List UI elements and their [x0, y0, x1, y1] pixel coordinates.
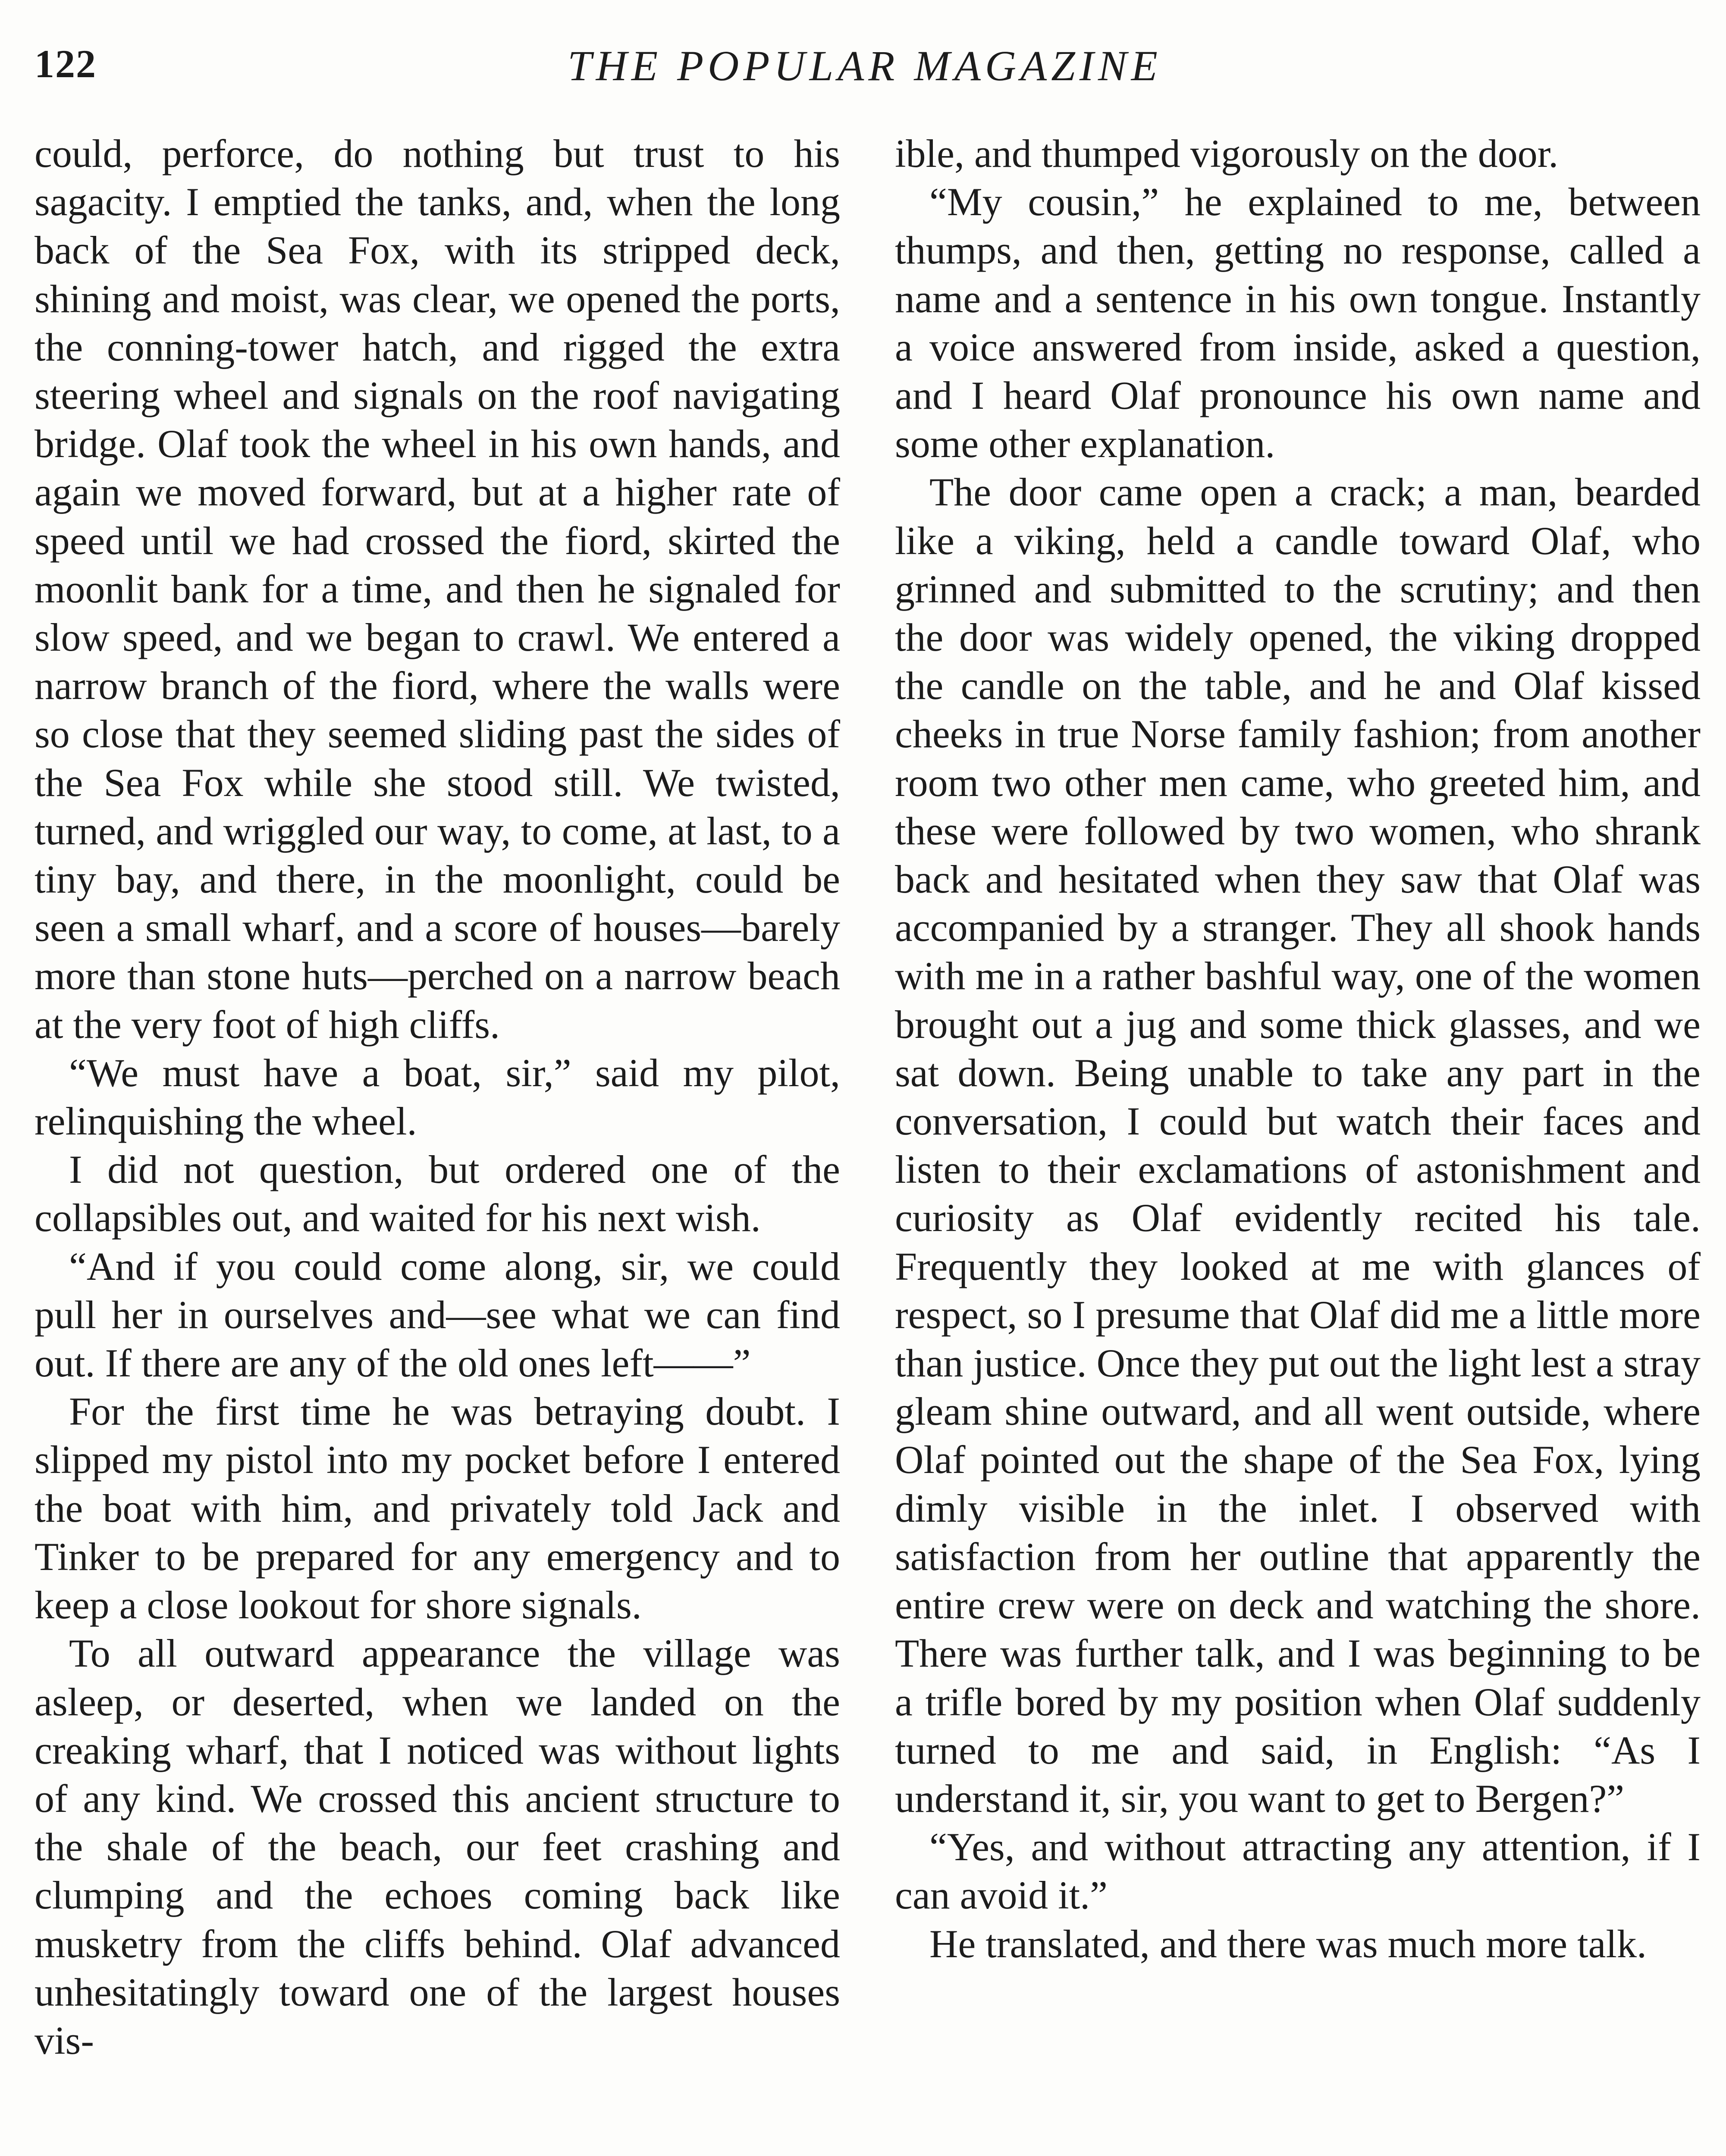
- paragraph: I did not question, but ordered one of the collapsibles out, and waited for his next wish.: [35, 1147, 840, 1240]
- paragraph: “Yes, and without attracting any attention, if I can avoid it.”: [895, 1825, 1701, 1918]
- paragraph: “My cousin,” he explained to me, between thumps, and then, getting no response, called a name and a sentence in his own tongue. Instantly a voice answered from inside, asked a question, and I heard Olaf pronounce his own name and some other explanation.: [895, 180, 1701, 466]
- right-text-column: [895, 129, 1701, 1968]
- paragraph: For the first time he was betraying doubt. I slipped my pistol into my pocket before I entered the boat with him, and privately told Jack and Tinker to be prepared for any emergency and to keep a close lookout for shore signals.: [35, 1389, 840, 1627]
- paragraph: “We must have a boat, sir,” said my pilot, relinquishing the wheel.: [35, 1050, 840, 1144]
- page-number: 122: [35, 42, 97, 86]
- running-head-title: THE POPULAR MAGAZINE: [568, 42, 1162, 90]
- paragraph: To all outward appearance the village was asleep, or deserted, when we landed on the creaking wharf, that I noticed was without lights of any kind. We crossed this ancient structure to the shale of the beach, our feet crashing and clumping and the echoes coming back like musketry from the cliffs behind. Olaf advanced unhesitatingly toward one of the largest houses vis-: [35, 1631, 840, 2062]
- paragraph: The door came open a crack; a man, bearded like a viking, held a candle toward Olaf, who grinned and submitted to the scrutiny; and then the door was widely opened, the viking dropped the candle on the table, and he and Olaf kissed cheeks in true Norse family fashion; from another room two other men came, who greeted him, and these were followed by two women, who shrank back and hesitated when they saw that Olaf was accompanied by a stranger. They all shook hands with me in a rather bashful way, one of the women brought out a jug and some thick glasses, and we sat down. Being unable to take any part in the conversation, I could but watch their faces and listen to their exclamations of astonishment and curiosity as Olaf evidently recited his tale. Frequently they looked at me with glances of respect, so I presume that Olaf did me a little more than justice. Once they put out the light lest a stray gleam shine outward, and all went outside, where Olaf pointed out the shape of the Sea Fox, lying dimly visible in the inlet. I observed with satisfaction from her outline that apparently the entire crew were on deck and watching the shore. There was further talk, and I was beginning to be a trifle bored by my position when Olaf suddenly turned to me and said, in English: “As I understand it, sir, you want to get to Bergen?”: [895, 470, 1701, 1821]
- paragraph: He translated, and there was much more talk.: [929, 1921, 1647, 1966]
- paragraph: ible, and thumped vigorously on the door.: [895, 132, 1559, 175]
- paragraph: could, perforce, do nothing but trust to his sagacity. I emptied the tanks, and, when the long back of the Sea Fox, with its stripped deck, shining and moist, was clear, we opened the ports, the conning-tower hatch, and rigged the extra steering wheel and signals on the roof navigating bridge. Olaf took the wheel in his own hands, and again we moved forward, but at a higher rate of speed until we had crossed the fiord, skirted the moonlit bank for a time, and then he signaled for slow speed, and we began to crawl. We entered a narrow branch of the fiord, where the walls were so close that they seemed sliding past the sides of the Sea Fox while she stood still. We twisted, turned, and wriggled our way, to come, at last, to a tiny bay, and there, in the moonlight, could be seen a small wharf, and a score of houses—barely more than stone huts—perched on a narrow beach at the very foot of high cliffs.: [35, 132, 840, 1047]
- paragraph: “And if you could come along, sir, we could pull her in ourselves and—see what we can find out. If there are any of the old ones left——”: [35, 1244, 840, 1385]
- page-header: [35, 41, 1695, 97]
- left-text-column: [35, 129, 840, 2065]
